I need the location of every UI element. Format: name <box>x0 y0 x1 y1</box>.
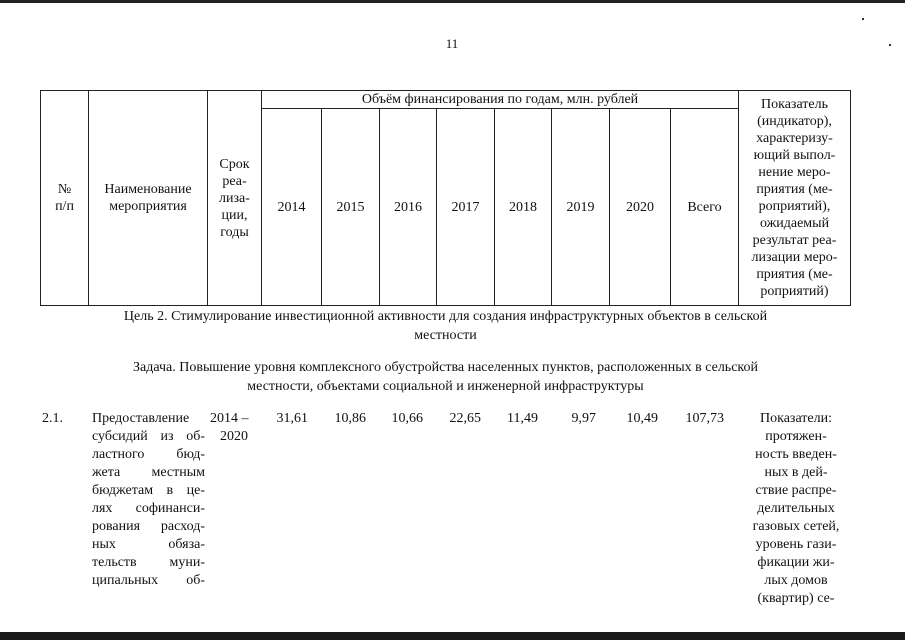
row-term-end: 2020 <box>220 429 248 444</box>
value-2016: 10,66 <box>391 411 423 426</box>
table-header <box>40 90 851 306</box>
value-2020: 10,49 <box>626 411 658 426</box>
financing-header: Объём финансирования по годам, млн. рублей <box>361 92 639 107</box>
goal-heading <box>40 307 851 345</box>
row-term-start: 2014 – <box>210 411 249 426</box>
col-number-header: № п/п <box>55 182 74 214</box>
scan-speck <box>889 44 891 46</box>
row-name-line: лях софинанси- <box>92 501 205 516</box>
row-term <box>210 410 262 446</box>
task-heading <box>40 358 851 396</box>
row-name-line: тельств муни- <box>92 555 205 570</box>
task-line-2: местности, объектами социальной и инженерной инфраструктуры <box>247 379 644 394</box>
goal-line-1: Цель 2. Стимулирование инвестиционной активности для создания инфраструктурных объектов в сельской <box>123 309 768 324</box>
year-header: 2020 <box>626 199 654 215</box>
scan-speck <box>862 18 864 20</box>
row-name-line: жета местным <box>92 465 205 480</box>
row-name-line: ципальных об- <box>92 573 205 588</box>
bottom-border <box>0 632 905 640</box>
page-number: 11 <box>445 36 459 51</box>
row-name-line: бюджетам в це- <box>92 483 205 498</box>
row-name <box>92 410 205 590</box>
row-name-line: ных обяза- <box>92 537 205 552</box>
row-name-line: рования расход- <box>92 519 205 534</box>
value-2017: 22,65 <box>449 411 481 426</box>
year-header: 2014 <box>277 199 306 215</box>
value-2015: 10,86 <box>334 411 366 426</box>
col-name-header: Наименование мероприятия <box>104 182 192 214</box>
year-header: 2017 <box>451 199 480 215</box>
row-name-line: субсидий из об- <box>92 429 205 444</box>
row-indicator: Показатели: протяжен- ность введен- ных в дей- ствие распре- делительных газовых сетей, уровень гази- фикации жи- лых домов (квартир) се- <box>752 411 840 606</box>
year-header: 2015 <box>336 199 365 215</box>
row-name-line: ластного бюд- <box>92 447 205 462</box>
year-header: 2019 <box>566 199 595 215</box>
row-number: 2.1. <box>42 411 63 426</box>
col-term-header: Срок реа- лиза- ции, годы <box>219 156 250 240</box>
task-line-1: Задача. Повышение уровня комплексного обустройства населенных пунктов, расположенных в сельской <box>133 360 758 375</box>
goal-line-2: местности <box>414 328 477 343</box>
top-border <box>0 0 905 3</box>
value-total: 107,73 <box>685 411 724 426</box>
col-indicator-header: Показатель (индикатор), характеризу- ющий выпол- нение меро- приятия (ме- роприятий), ожидаемый результат реа- лизации меро- приятия (ме- роприятий) <box>751 97 838 299</box>
total-header: Всего <box>687 199 722 215</box>
row-name-line: Предоставление <box>92 411 190 426</box>
year-header: 2016 <box>394 199 422 215</box>
value-2018: 11,49 <box>507 411 538 426</box>
year-header: 2018 <box>509 199 537 215</box>
value-2019: 9,97 <box>571 411 596 426</box>
value-2014: 31,61 <box>276 411 308 426</box>
